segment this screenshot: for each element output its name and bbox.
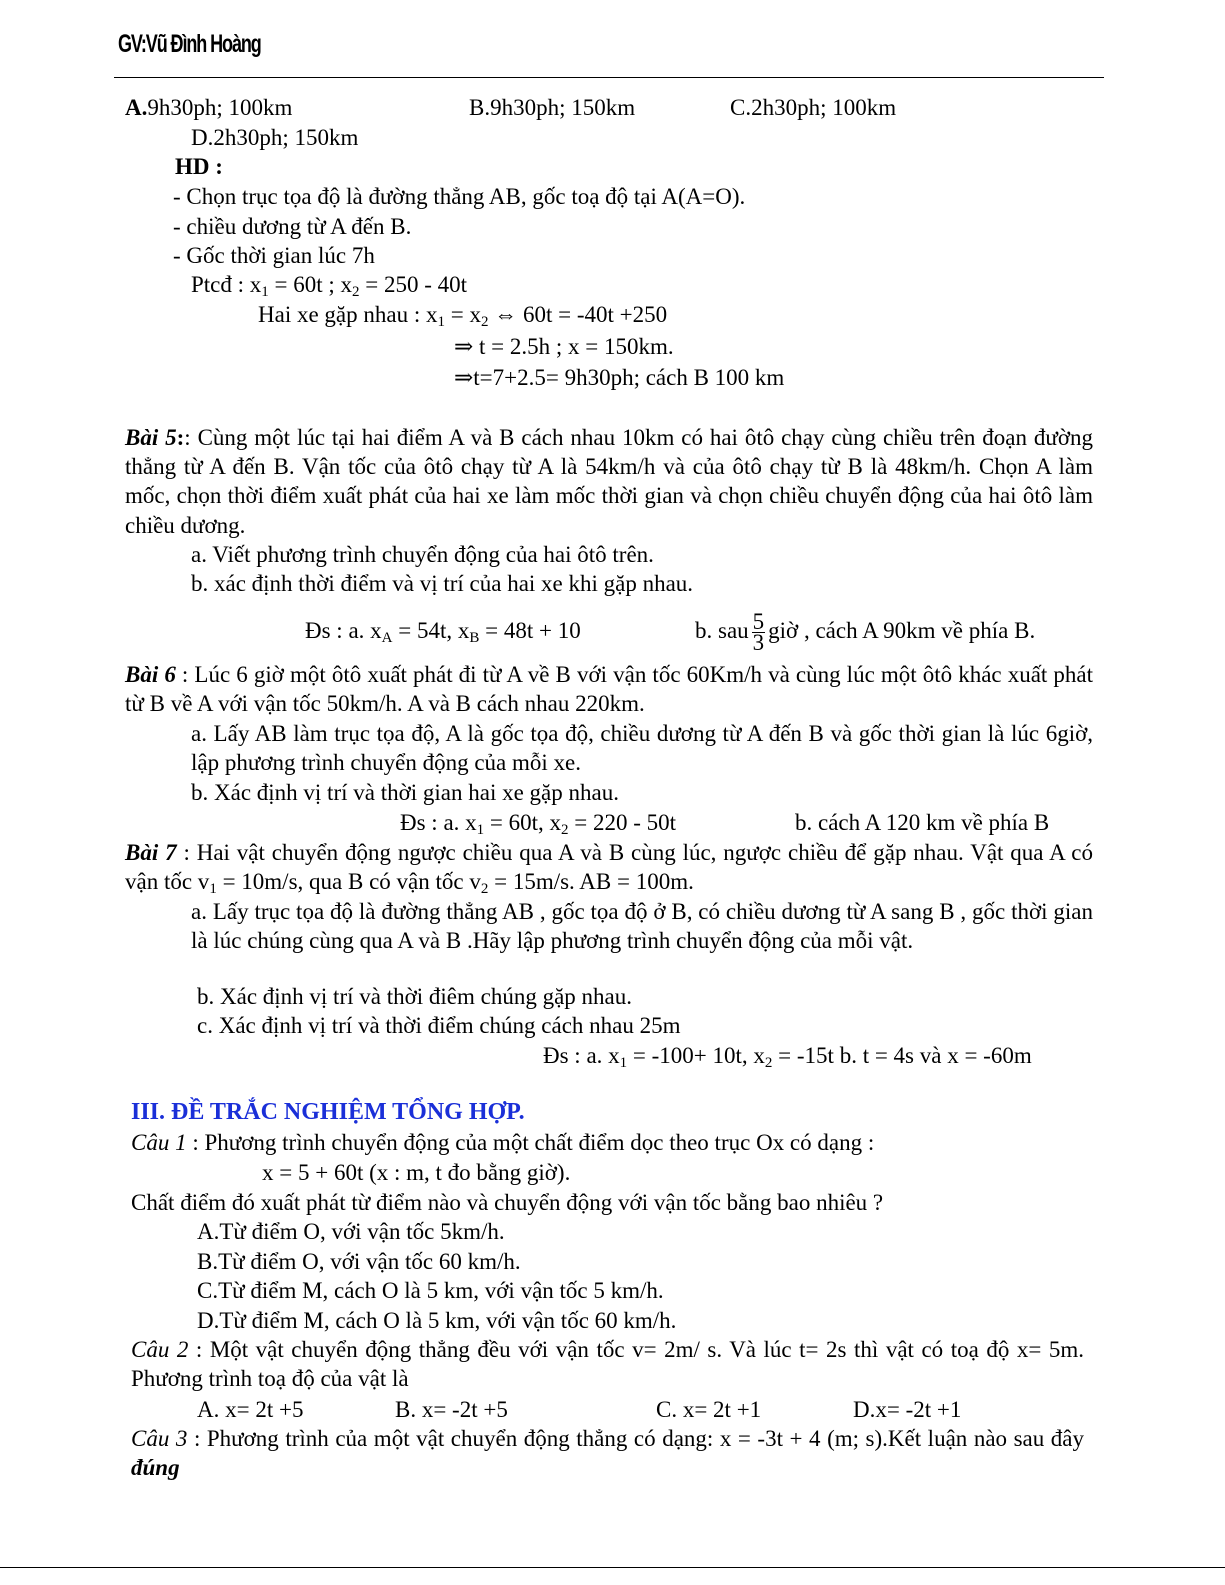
bai5-a: a. Viết phương trình chuyển động của hai ôtô trên. [191,542,654,567]
cau2-body: : Một vật chuyển động thẳng đều với vận tốc v= 2m/ s. Và lúc t= 2s thì vật có toạ độ x= 5m. Phương trình toạ độ của vật là [131,1337,1084,1392]
section-title: III. ĐỀ TRẮC NGHIỆM TỔNG HỢP. [131,1099,525,1125]
hd-line-1: - Chọn trục tọa độ là đường thẳng AB, gốc toạ độ tại A(A=O). [173,184,746,209]
answer-part: = 48t + 10 [479,618,581,643]
cau1-option-a: A.Từ điểm O, với vận tốc 5km/h. [197,1219,505,1244]
answer-part: = 54t, x [392,618,470,643]
hd-result-2: ⇒t=7+2.5= 9h30ph; cách B 100 km [454,365,785,390]
answer-part: giờ , cách A 90km về phía B. [768,618,1036,643]
answer-part: Đs : a. x [543,1043,620,1068]
header-rule [114,77,1104,78]
cau2-option-c: C. x= 2t +1 [656,1397,762,1422]
bai7-label: Bài 7 [125,840,177,865]
footer-rule [0,1567,1225,1568]
bai6-a: a. Lấy AB làm trục tọa độ, A là gốc tọa độ, chiều dương từ A đến B và gốc thời gian là lúc 6giờ, lập phương trình chuyển động của mỗi xe. [191,721,1093,776]
bai7-answer [543,1041,1032,1070]
bai7-text [125,838,1093,896]
option-c: C.2h30ph; 100km [730,95,897,120]
subscript: A [381,630,393,646]
answer-part: = 220 - 50t [568,810,677,835]
cau2-label: Câu 2 [131,1337,189,1362]
answer-part: = -15t b. t = 4s và x = -60m [772,1043,1032,1068]
bai5-answer-b [695,598,1035,663]
cau1-question: Chất điểm đó xuất phát từ điểm nào và chuyển động với vận tốc bằng bao nhiêu ? [131,1190,884,1215]
bai7-b: b. Xác định vị trí và thời điêm chúng gặp nhau. [197,984,633,1009]
subscript: 2 [352,284,360,300]
ptcd-part: = 250 - 40t [359,272,468,297]
header-author: GV:Vũ Đình Hoàng [118,30,261,58]
cau1-option-b: B.Từ điểm O, với vận tốc 60 km/h. [197,1249,521,1274]
answer-part: Đs : a. x [305,618,382,643]
bai5-text [125,423,1093,540]
meet-part: Hai xe gặp nhau : x [258,302,438,327]
cau1-option-d: D.Từ điểm M, cách O là 5 km, với vận tốc 60 km/h. [197,1308,677,1333]
cau3-emphasis: đúng [131,1455,180,1481]
cau3-label: Câu 3 [131,1426,188,1451]
cau1-equation: x = 5 + 60t (x : m, t đo bằng giờ). [262,1160,571,1185]
cau2-option-b: B. x= -2t +5 [395,1397,508,1422]
bai5-colon: : [176,425,185,450]
subscript: 1 [619,1055,628,1071]
bai7-body: = 10m/s, qua B có vận tốc v [216,869,481,895]
bai7-c: c. Xác định vị trí và thời điểm chúng cách nhau 25m [197,1013,681,1038]
bai6-answer-b: b. cách A 120 km về phía B [795,810,1050,835]
subscript: 2 [561,822,569,838]
subscript: 1 [437,314,445,330]
subscript: 2 [480,881,489,898]
bai6-body: : Lúc 6 giờ một ôtô xuất phát đi từ A về B với vận tốc 60Km/h và cùng lúc một ôtô khác xuất phát từ B về A với vận tốc 50km/h. A và B cách nhau 220km. [125,662,1093,717]
bai5-body: : Cùng một lúc tại hai điểm A và B cách nhau 10km có hai ôtô chạy cùng chiều trên đoạn đường thẳng từ A đến B. Vận tốc của ôtô chạy từ A là 54km/h và của ôtô chạy từ B là 48km/h. Chọn A làm mốc, chọn thời điểm xuất phát của hai xe làm mốc thời gian và chọn chiều chuyển động của hai ôtô làm chiều dương. [125,425,1094,538]
bai5-label: Bài 5 [125,425,177,450]
bai5-answer-a [305,616,581,645]
cau3-text [131,1424,1084,1482]
bai6-label: Bài 6 [125,662,176,687]
bai7-a: a. Lấy trục tọa độ là đường thẳng AB , gốc tọa độ ở B, có chiều dương từ A sang B , gốc thời gian là lúc chúng cùng qua A và B .Hãy lập phương trình chuyển động của mỗi vật. [191,899,1093,954]
hd-title: HD : [175,154,223,179]
bai7-body: : Hai vật chuyển động ngược chiều qua A và B cùng lúc, ngược chiều để gặp nhau. Vật qua A có vận tốc v [125,840,1093,895]
option-b: B.9h30ph; 150km [469,95,636,120]
fraction [752,609,766,656]
cau2-option-a: A. x= 2t +5 [197,1397,304,1422]
hd-result-1: ⇒ t = 2.5h ; x = 150km. [454,334,674,359]
answer-part: = 60t, x [484,810,562,835]
cau1-option-c: C.Từ điểm M, cách O là 5 km, với vận tốc 5 km/h. [197,1278,664,1303]
subscript: B [469,630,480,646]
ptcd-part: Ptcđ : x [191,272,262,297]
cau1-text [131,1128,874,1157]
subscript: 1 [476,822,485,838]
cau1-body: : Phương trình chuyển động của một chất điểm dọc theo trục Ox có dạng : [186,1130,875,1155]
hd-line-3: - Gốc thời gian lúc 7h [173,243,375,268]
subscript: 1 [261,284,269,300]
option-a [125,93,292,122]
answer-part: = -100+ 10t, x [627,1043,765,1068]
option-a-label: A. [125,95,148,120]
bai7-body: = 15m/s. AB = 100m. [488,869,694,895]
cau2-text [131,1335,1084,1393]
hd-meet [258,300,667,329]
answer-part: b. sau [695,618,749,643]
subscript: 2 [764,1055,773,1071]
cau3-body: : Phương trình của một vật chuyển động thẳng có dạng: x = -3t + 4 (m; s).Kết luận nào sau đây [187,1426,1084,1451]
subscript: 2 [480,314,489,330]
fraction-denominator: 3 [752,630,765,656]
bai6-text [125,660,1093,718]
cau1-label: Câu 1 [131,1130,187,1155]
fraction-numerator: 5 [752,609,765,635]
bai6-b: b. Xác định vị trí và thời gian hai xe gặp nhau. [191,780,619,805]
ptcd-part: = 60t ; x [268,272,353,297]
meet-part: ⇔ 60t = -40t +250 [488,302,668,327]
hd-ptcd [191,270,467,299]
option-d: D.2h30ph; 150km [191,125,359,150]
subscript: 1 [209,881,217,898]
hd-line-2: - chiều dương từ A đến B. [173,214,412,239]
cau2-option-d: D.x= -2t +1 [853,1397,962,1422]
option-a-text: 9h30ph; 100km [147,95,293,120]
answer-part: Đs : a. x [400,810,477,835]
bai6-answer-a [400,808,676,837]
meet-part: = x [444,302,481,327]
bai5-b: b. xác định thời điểm và vị trí của hai xe khi gặp nhau. [191,571,694,596]
